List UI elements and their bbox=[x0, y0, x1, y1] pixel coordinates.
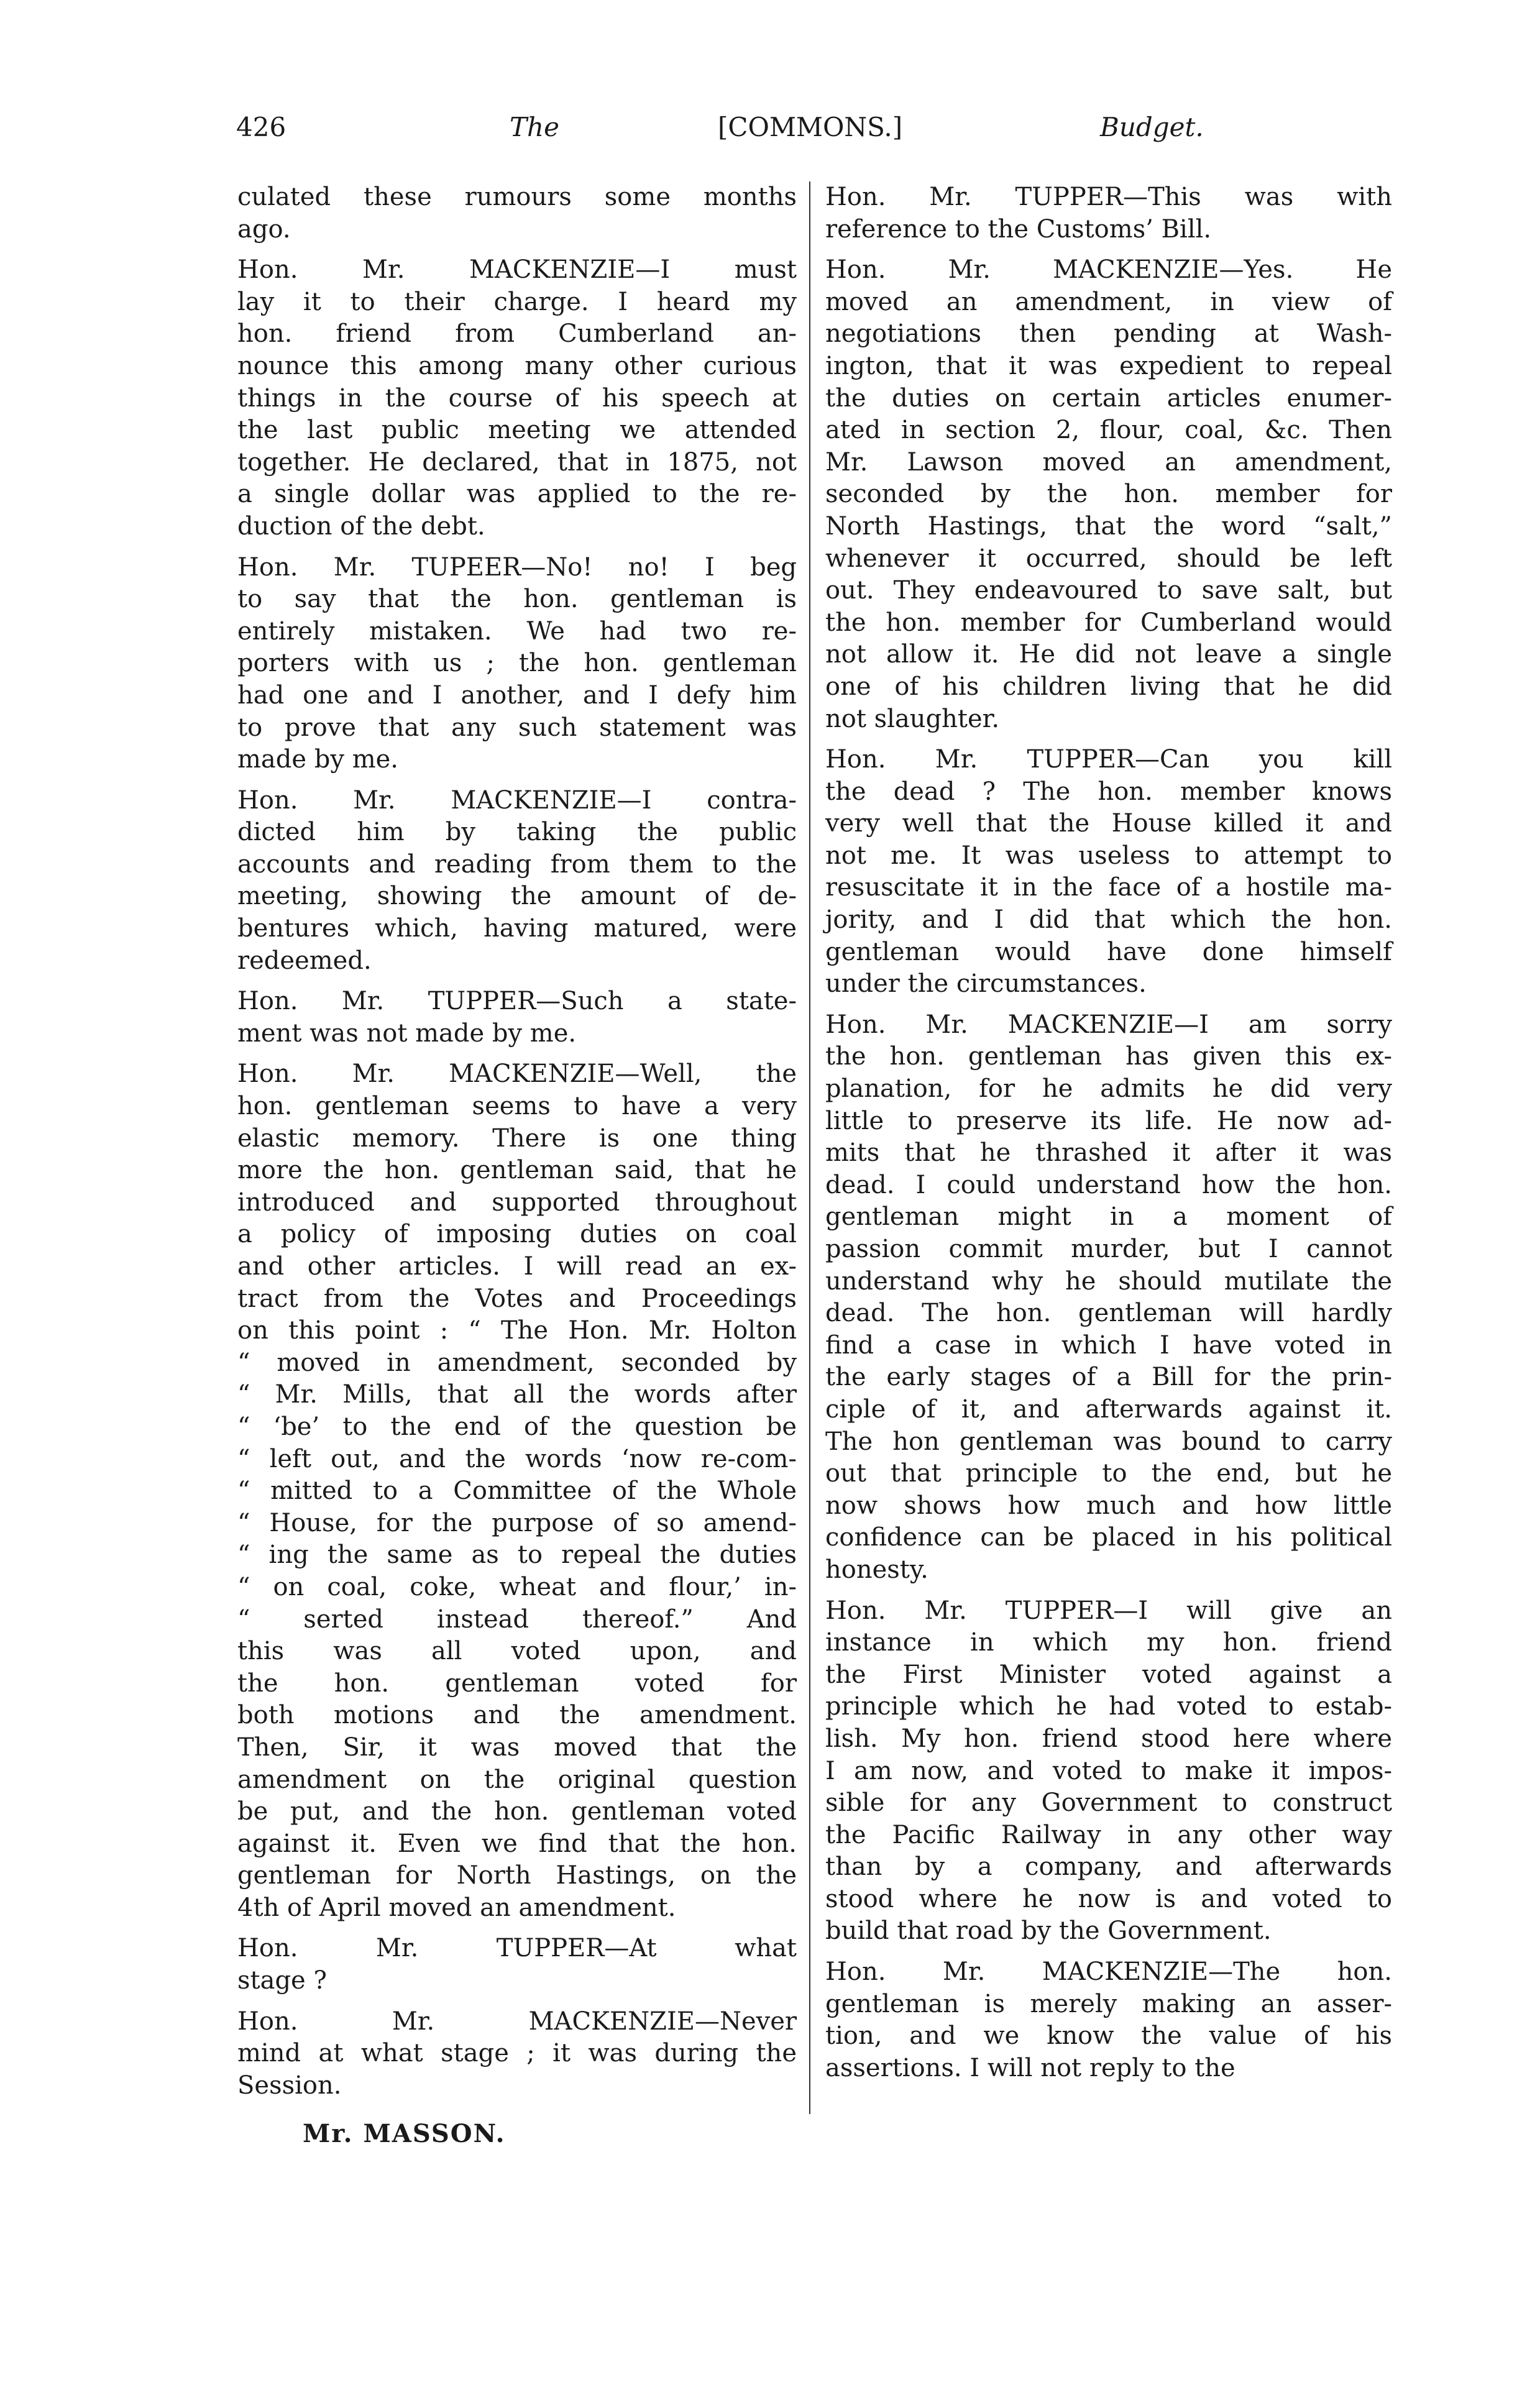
text-line: Hon. Mr. TUPPER—I will give an bbox=[825, 1596, 1392, 1625]
text-line: passion commit murder, but I cannot bbox=[825, 1235, 1392, 1263]
paragraph bbox=[237, 1058, 797, 1924]
paragraph bbox=[237, 2006, 797, 2102]
text-line: “ House, for the purpose of so amend- bbox=[237, 1508, 797, 1537]
text-line: dead. I could understand how the hon. bbox=[825, 1170, 1392, 1199]
text-line: more the hon. gentleman said, that he bbox=[237, 1156, 797, 1185]
text-line: hon. friend from Cumberland an- bbox=[237, 319, 797, 349]
page-number: 426 bbox=[236, 112, 286, 142]
text-line: not slaughter. bbox=[825, 704, 1000, 733]
text-line: Hon. Mr. MACKENZIE—Yes. He bbox=[825, 255, 1392, 285]
text-line: Hon. Mr. MACKENZIE—The hon. bbox=[825, 1957, 1392, 1987]
paragraph bbox=[237, 785, 797, 978]
paragraph bbox=[825, 254, 1392, 735]
text-line: gentleman might in a moment of bbox=[825, 1202, 1392, 1232]
text-line: Hon. Mr. TUPPER—At what bbox=[237, 1934, 797, 1963]
paragraph bbox=[825, 744, 1392, 1000]
text-line: gentleman for North Hastings, on the bbox=[237, 1861, 797, 1890]
text-line: amendment on the original question bbox=[237, 1765, 797, 1794]
text-line: understand why he should mutilate the bbox=[825, 1266, 1392, 1296]
text-line: jority, and I did that which the hon. bbox=[825, 905, 1392, 935]
text-line: a policy of imposing duties on coal bbox=[237, 1220, 797, 1249]
text-line: entirely mistaken. We had two re- bbox=[237, 616, 797, 646]
text-line: the last public meeting we attended bbox=[237, 416, 797, 445]
text-line: find a case in which I have voted in bbox=[825, 1330, 1392, 1360]
text-line: and other articles. I will read an ex- bbox=[237, 1252, 797, 1281]
text-line: gentleman is merely making an asser- bbox=[825, 1989, 1392, 2018]
text-line: planation, for he admits he did very bbox=[825, 1074, 1392, 1104]
text-line: “ mitted to a Committee of the Whole bbox=[237, 1477, 797, 1506]
text-line: now shows how much and how little bbox=[825, 1491, 1392, 1520]
text-line: tion, and we know the value of his bbox=[825, 2021, 1392, 2051]
text-line: ago. bbox=[237, 214, 291, 244]
text-line: Hon. Mr. MACKENZIE—I must bbox=[237, 255, 797, 285]
running-title-center: [COMMONS.] bbox=[718, 112, 903, 142]
page-header bbox=[236, 112, 1218, 155]
left-column bbox=[237, 181, 797, 2150]
text-line: honesty. bbox=[825, 1555, 928, 1584]
text-line: porters with us ; the hon. gentleman bbox=[237, 649, 797, 678]
text-line: stage ? bbox=[237, 1966, 327, 1995]
text-line: the Pacific Railway in any other way bbox=[825, 1820, 1392, 1849]
running-title-left: The bbox=[510, 112, 559, 142]
text-line: “ serted instead thereof.” And bbox=[237, 1605, 797, 1634]
text-line: ciple of it, and afterwards against it. bbox=[825, 1394, 1392, 1424]
text-line: together. He declared, that in 1875, not bbox=[237, 447, 797, 477]
paragraph bbox=[237, 552, 797, 776]
text-line: had one and I another, and I defy him bbox=[237, 680, 797, 710]
text-line: principle which he had voted to estab- bbox=[825, 1692, 1392, 1721]
text-line: build that road by the Government. bbox=[825, 1916, 1272, 1946]
text-line: duction of the debt. bbox=[237, 511, 485, 541]
text-line: culated these rumours some months bbox=[237, 183, 797, 211]
text-line: on this point : “ The Hon. Mr. Holton bbox=[237, 1316, 797, 1345]
text-line: against it. Even we find that the hon. bbox=[237, 1829, 797, 1858]
text-line: North Hastings, that the word “salt,” bbox=[825, 511, 1392, 541]
text-line: very well that the House killed it and bbox=[825, 809, 1392, 838]
text-line: one of his children living that he did bbox=[825, 672, 1392, 701]
paragraph bbox=[237, 254, 797, 543]
text-line: assertions. I will not reply to the bbox=[825, 2053, 1235, 2082]
text-line: confidence can be placed in his political bbox=[825, 1523, 1392, 1552]
text-line: Hon. Mr. MACKENZIE—Well, the bbox=[237, 1060, 797, 1089]
text-line: the First Minister voted against a bbox=[825, 1660, 1392, 1689]
text-line: under the circumstances. bbox=[825, 969, 1147, 999]
text-line: nounce this among many other curious bbox=[237, 351, 797, 380]
text-line: seconded by the hon. member for bbox=[825, 480, 1392, 509]
text-line: accounts and reading from them to the bbox=[237, 849, 797, 879]
text-line: Hon. Mr. TUPPER—Can you kill bbox=[825, 745, 1392, 774]
paragraph bbox=[237, 181, 797, 245]
text-line: the hon. gentleman has given this ex- bbox=[825, 1042, 1392, 1071]
text-line: redeemed. bbox=[237, 946, 372, 975]
text-line: Hon. Mr. TUPEER—No! no! I beg bbox=[237, 552, 797, 582]
text-line: things in the course of his speech at bbox=[237, 383, 797, 413]
text-line: resuscitate it in the face of a hostile ma- bbox=[825, 873, 1392, 902]
text-line: I am now, and voted to make it impos- bbox=[825, 1756, 1392, 1785]
text-line: “ ing the same as to repeal the duties bbox=[237, 1541, 797, 1570]
text-line: Hon. Mr. TUPPER—Such a state- bbox=[237, 987, 797, 1016]
text-line: sible for any Government to construct bbox=[825, 1788, 1392, 1818]
text-line: dicted him by taking the public bbox=[237, 818, 797, 847]
text-line: dead. The hon. gentleman will hardly bbox=[825, 1299, 1392, 1328]
text-line: lish. My hon. friend stood here where bbox=[825, 1724, 1392, 1753]
text-line: bentures which, having matured, were bbox=[237, 914, 797, 943]
text-line: Mr. Lawson moved an amendment, bbox=[825, 447, 1392, 477]
text-line: 4th of April moved an amendment. bbox=[237, 1893, 676, 1922]
text-line: mind at what stage ; it was during the bbox=[237, 2039, 797, 2068]
text-line: elastic memory. There is one thing bbox=[237, 1124, 797, 1153]
paragraph bbox=[825, 181, 1392, 245]
text-line: the early stages of a Bill for the prin- bbox=[825, 1363, 1392, 1392]
text-line: not allow it. He did not leave a single bbox=[825, 640, 1392, 669]
text-line: the hon. member for Cumberland would bbox=[825, 608, 1392, 637]
paragraph bbox=[237, 1933, 797, 1997]
text-line: both motions and the amendment. bbox=[237, 1701, 797, 1730]
text-line: introduced and supported throughout bbox=[237, 1188, 797, 1217]
text-line: hon. gentleman seems to have a very bbox=[237, 1092, 797, 1121]
paragraph bbox=[237, 986, 797, 1050]
text-line: than by a company, and afterwards bbox=[825, 1852, 1392, 1882]
speaker-signature: Mr. MASSON. bbox=[303, 2119, 506, 2149]
text-line: The hon gentleman was bound to carry bbox=[825, 1427, 1392, 1456]
text-line: Hon. Mr. MACKENZIE—I am sorry bbox=[825, 1010, 1392, 1039]
paragraph bbox=[825, 1956, 1392, 2084]
text-line: Hon. Mr. TUPPER—This was with bbox=[825, 183, 1392, 211]
text-line: Hon. Mr. MACKENZIE—I contra- bbox=[237, 785, 797, 815]
column-divider bbox=[809, 181, 810, 2114]
text-line: not me. It was useless to attempt to bbox=[825, 841, 1392, 870]
text-line: stood where he now is and voted to bbox=[825, 1884, 1392, 1913]
text-line: negotiations then pending at Wash- bbox=[825, 319, 1392, 349]
text-line: be put, and the hon. gentleman voted bbox=[237, 1797, 797, 1826]
text-line: Hon. Mr. MACKENZIE—Never bbox=[237, 2007, 797, 2036]
text-line: the hon. gentleman voted for bbox=[237, 1669, 797, 1698]
text-line: the duties on certain articles enumer- bbox=[825, 383, 1392, 413]
text-line: tract from the Votes and Proceedings bbox=[237, 1284, 797, 1313]
text-line: Session. bbox=[237, 2071, 342, 2100]
text-line: gentleman would have done himself bbox=[825, 937, 1392, 966]
text-line: this was all voted upon, and bbox=[237, 1637, 797, 1666]
running-title-right: Budget. bbox=[1100, 112, 1204, 142]
text-line: little to preserve its life. He now ad- bbox=[825, 1106, 1392, 1135]
text-line: “ left out, and the words ‘now re-com- bbox=[237, 1444, 797, 1473]
text-line: to prove that any such statement was bbox=[237, 713, 797, 742]
text-line: out. They endeavoured to save salt, but bbox=[825, 576, 1392, 605]
text-line: ment was not made by me. bbox=[237, 1019, 577, 1048]
text-line: meeting, showing the amount of de- bbox=[237, 882, 797, 911]
text-line: out that principle to the end, but he bbox=[825, 1459, 1392, 1488]
text-line: whenever it occurred, should be left bbox=[825, 544, 1392, 573]
text-line: “ Mr. Mills, that all the words after bbox=[237, 1380, 797, 1409]
text-line: ated in section 2, flour, coal, &c. Then bbox=[825, 416, 1392, 445]
text-line: a single dollar was applied to the re- bbox=[237, 480, 797, 509]
text-line: to say that the hon. gentleman is bbox=[237, 585, 797, 614]
text-line: moved an amendment, in view of bbox=[825, 287, 1392, 316]
text-line: “ on coal, coke, wheat and flour,’ in- bbox=[237, 1572, 797, 1601]
text-line: Then, Sir, it was moved that the bbox=[237, 1733, 797, 1762]
text-line: made by me. bbox=[237, 745, 399, 774]
paragraph bbox=[825, 1595, 1392, 1948]
text-line: “ moved in amendment, seconded by bbox=[237, 1348, 797, 1377]
text-line: instance in which my hon. friend bbox=[825, 1628, 1392, 1657]
right-column bbox=[825, 181, 1392, 2084]
text-line: reference to the Customs’ Bill. bbox=[825, 214, 1212, 244]
text-line: lay it to their charge. I heard my bbox=[237, 287, 797, 316]
text-line: “ ‘be’ to the end of the question be bbox=[237, 1412, 797, 1441]
text-line: mits that he thrashed it after it was bbox=[825, 1138, 1392, 1168]
paragraph bbox=[825, 1009, 1392, 1586]
text-line: ington, that it was expedient to repeal bbox=[825, 351, 1392, 380]
text-line: the dead ? The hon. member knows bbox=[825, 777, 1392, 806]
